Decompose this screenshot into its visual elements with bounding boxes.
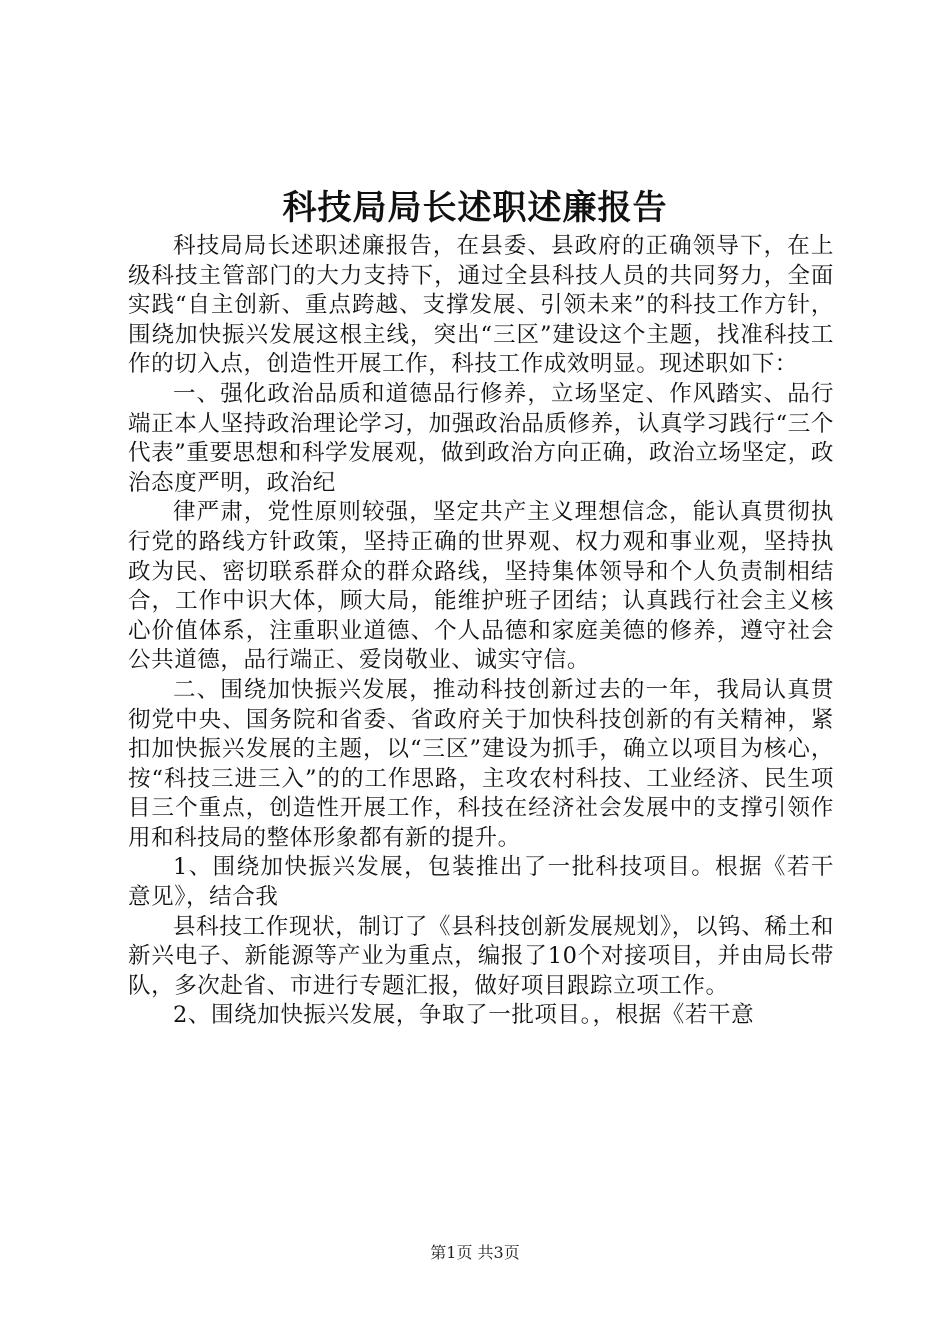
paragraph-intro: 科技局局长述职述廉报告，在县委、县政府的正确领导下，在上级科技主管部门的大力支持下，通过全县科技人员的共同努力，全面实践“自主创新、重点跨越、支撑发展、引领未来”的科技工作方针，围绕加快振兴发展这根主线，突出“三区”建设这个主题，找准科技工作的切入点，创造性开展工作，科技工作成效明显。现述职如下： (128, 233, 834, 378)
paragraph-section-1: 一、强化政治品质和道德品行修养，立场坚定、作风踏实、品行端正本人坚持政治理论学习，加强政治品质修养，认真学习践行“三个代表”重要思想和科学发展观，做到政治方向正确，政治立场坚定，政治态度严明，政治纪 (128, 380, 834, 496)
paragraph-section-1-continued: 律严肃，党性原则较强，坚定共产主义理想信念，能认真贯彻执行党的路线方针政策，坚持正确的世界观、权力观和事业观，坚持执政为民、密切联系群众的群众路线，坚持集体领导和个人负责制相结合，工作中识大体，顾大局，能维护班子团结；认真践行社会主义核心价值体系，注重职业道德、个人品德和家庭美德的修养，遵守社会公共道德，品行端正、爱岗敬业、诚实守信。 (128, 499, 834, 674)
paragraph-section-2: 二、围绕加快振兴发展，推动科技创新过去的一年，我局认真贯彻党中央、国务院和省委、省政府关于加快科技创新的有关精神，紧扣加快振兴发展的主题，以“三区”建设为抓手，确立以项目为核心，按“科技三进三入”的的工作思路，主攻农村科技、工业经济、民生项目三个重点，创造性开展工作，科技在经济社会发展中的支撑引领作用和科技局的整体形象都有新的提升。 (128, 676, 834, 851)
paragraph-item-1-continued: 县科技工作现状，制订了《县科技创新发展规划》，以钨、稀土和新兴电子、新能源等产业为重点，编报了10个对接项目，并由局长带队，多次赴省、市进行专题汇报，做好项目跟踪立项工作。 (128, 913, 834, 999)
paragraph-item-2: 2、围绕加快振兴发展，争取了一批项目。，根据《若干意 (173, 1002, 755, 1029)
document-title: 科技局局长述职述廉报告 (282, 188, 668, 228)
paragraph-item-1: 1、围绕加快振兴发展，包装推出了一批科技项目。根据《若干意见》，结合我 (128, 854, 834, 911)
document-body (128, 232, 834, 1031)
page-number-footer: 第1页 共3页 (430, 1243, 520, 1262)
